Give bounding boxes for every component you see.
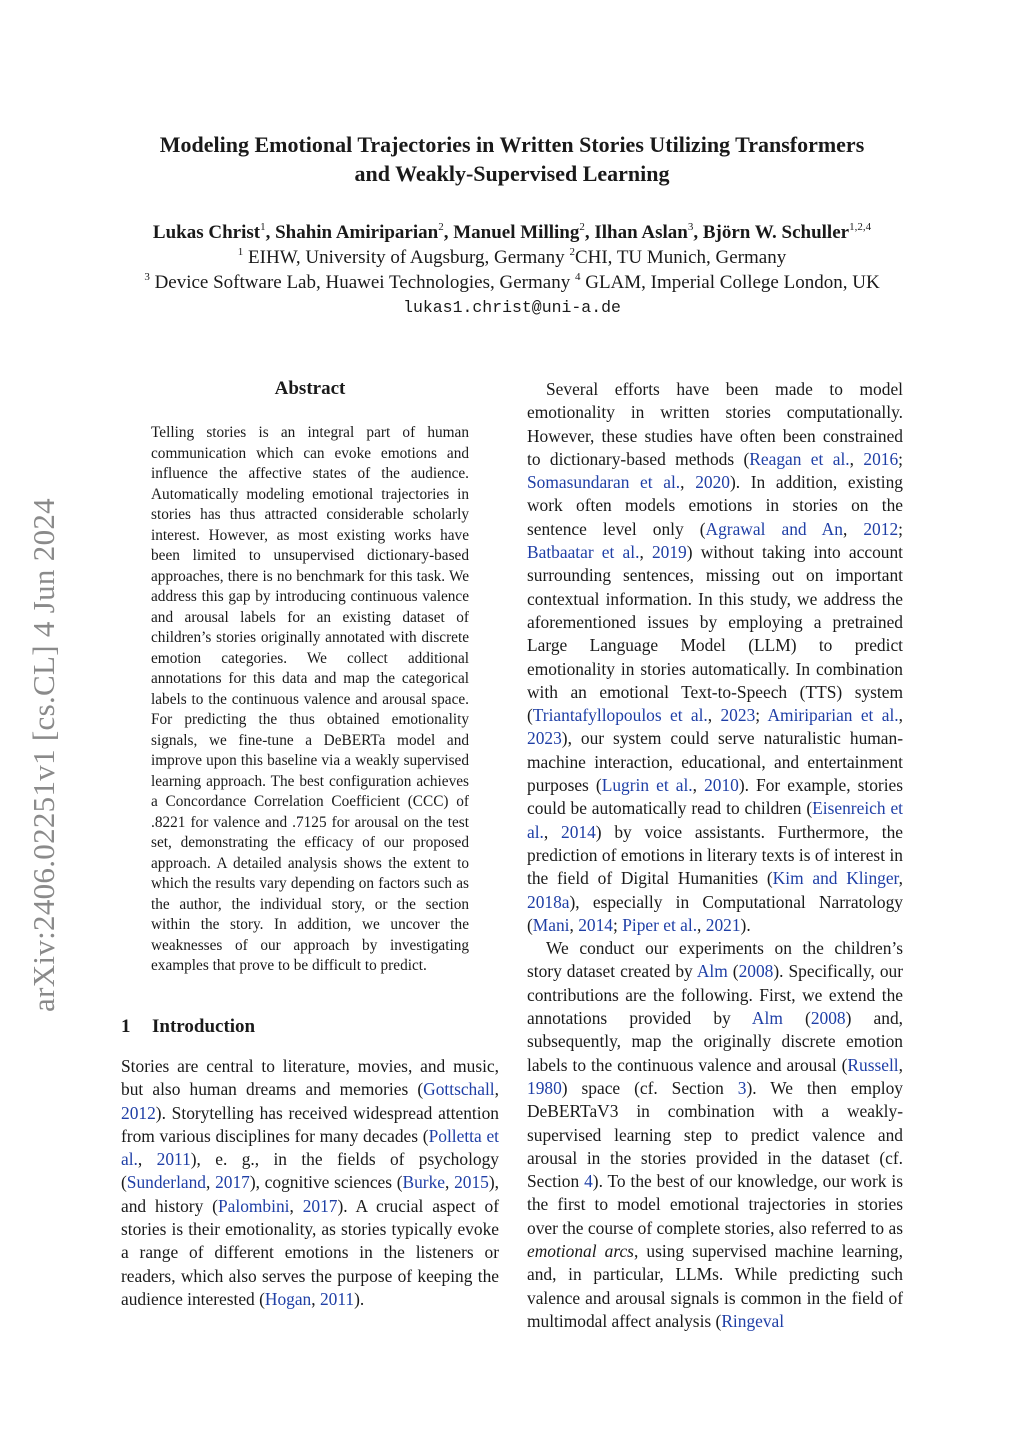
right-column [527, 378, 903, 1333]
affiliation-text: EIHW, University of Augsburg, Germany [248, 247, 565, 268]
citation-link[interactable]: Kim and Klinger [772, 868, 899, 889]
citation-link[interactable]: 2021 [705, 914, 741, 935]
citation-link[interactable]: Amiriparian et al. [767, 705, 899, 726]
citation-link[interactable]: Gottschall [423, 1079, 495, 1100]
author-affiliation-mark: 1,2,4 [849, 221, 872, 233]
citation-link[interactable]: 3 [737, 1077, 747, 1098]
citation-link[interactable]: Batbaatar et al. [527, 542, 640, 563]
citation-link[interactable]: 2008 [738, 961, 774, 982]
citation-link[interactable]: Sunderland [126, 1172, 207, 1193]
intro-paragraph: Several efforts have been made to model emotionality in written stories computationally. However, these studies have often been constrained to dictionary-based methods (Reagan et al., 2016; Somasundaran et al., 2020). In addition, existing work often models emotions in stories on the sentence level only (Agrawal and An, 2012; Batbaatar et al., 2019) without taking into account surrounding sentences, missing out on important contextual information. In this study, we address the aforementioned issues by employing a pretrained Large Language Model (LLM) to predict emotionality in stories automatically. In combination with an emotional Text-to-Speech (TTS) system (Triantafyllopoulos et al., 2023; Amiriparian et al., 2023), our system could serve naturalistic human-machine interaction, educational, and entertainment purposes (Lugrin et al., 2010). For example, stories could be automatically read to children (Eisenreich et al., 2014) by voice assistants. Furthermore, the prediction of emotions in literary texts is of interest in the field of Digital Humanities (Kim and Klinger, 2018a), especially in Computational Narratology (Mani, 2014; Piper et al., 2021). [527, 379, 904, 935]
author-affiliation-mark: 3 [687, 221, 694, 233]
author-name: Lukas Christ [152, 222, 261, 243]
author-affiliation-mark: 1 [260, 221, 266, 233]
citation-link[interactable]: 2012 [863, 518, 899, 539]
citation-link[interactable]: Mani [532, 914, 570, 935]
citation-link[interactable]: Alm [696, 961, 728, 982]
citation-link[interactable]: 2017 [215, 1172, 250, 1193]
citation-link[interactable]: 2011 [156, 1149, 191, 1170]
citation-link[interactable]: 2023 [527, 728, 562, 749]
arxiv-sidebar [22, 460, 67, 1050]
citation-link[interactable]: Eisenreich et al. [527, 798, 903, 842]
citation-link[interactable]: 2016 [863, 448, 899, 469]
abstract-text: Telling stories is an integral part of human communication which can evoke emotions and influence the affective states of the audience. Automatically modeling emotional trajectories in stories has thus attracted considerable scholarly interest. However, as most existing works have been limited to unsupervised dictionary-based approaches, there is no benchmark for this task. We address this gap by introducing continuous valence and arousal labels for an existing dataset of children’s stories originally annotated with discrete emotion categories. We collect additional annotations for this data and map the categorical labels to the continuous valence and arousal space. For predicting the thus obtained emotionality signals, we fine-tune a DeBERTa model and improve upon this baseline via a weakly supervised learning approach. The best configuration achieves a Concordance Correlation Coefficient (CCC) of .8221 for valence and .7125 for arousal on the test set, demonstrating the efficacy of our proposed approach. A detailed analysis shows the extent to which the results vary depending on factors such as the author, the individual story, or the section within the story. In addition, we uncover the weaknesses of our approach by investigating examples that prove to be difficult to predict. [151, 424, 469, 974]
paper-title [80, 130, 944, 188]
citation-link[interactable]: 2008 [810, 1008, 846, 1029]
author-block [60, 220, 964, 320]
citation-link[interactable]: 2020 [695, 472, 730, 493]
contact-email[interactable]: lukas1.christ@uni-a.de [403, 298, 621, 317]
author-name: Manuel Milling [453, 222, 580, 243]
citation-link[interactable]: 4 [584, 1171, 593, 1192]
abstract-heading: Abstract [274, 378, 346, 399]
abstract-body [151, 423, 469, 977]
citation-link[interactable]: Agrawal and An [705, 518, 843, 539]
citation-link[interactable]: Hogan [264, 1288, 312, 1309]
paper-title-line2: and Weakly-Supervised Learning [354, 161, 670, 186]
citation-link[interactable]: Palombini [217, 1195, 290, 1216]
citation-link[interactable]: Ringeval [721, 1310, 785, 1331]
citation-link[interactable]: Triantafyllopoulos et al. [532, 705, 708, 726]
affiliation-mark: 4 [574, 271, 581, 283]
citation-link[interactable]: 2018a [527, 891, 570, 912]
affiliation-text: GLAM, Imperial College London, UK [585, 272, 880, 293]
affiliation-mark: 1 [237, 246, 244, 258]
citation-link[interactable]: Somasundaran et al. [527, 472, 681, 493]
citation-link[interactable]: 2012 [121, 1102, 156, 1123]
citation-link[interactable]: Piper et al. [622, 914, 698, 935]
affiliation-line [60, 270, 964, 295]
citation-link[interactable]: 2014 [561, 821, 596, 842]
author-name: Shahin Amiriparian [275, 222, 439, 243]
author-name: Ilhan Aslan [594, 222, 688, 243]
citation-link[interactable]: Reagan et al. [749, 448, 850, 469]
paper-title-line1: Modeling Emotional Trajectories in Written Stories Utilizing Transformers [159, 132, 865, 157]
section-number: 1 [121, 1016, 131, 1037]
citation-link[interactable]: Russell [847, 1054, 899, 1075]
affiliation-mark: 3 [144, 271, 150, 283]
affiliation-line [60, 245, 964, 270]
intro-paragraph: Stories are central to literature, movies, and music, but also human dreams and memories (Gottschall, 2012). Storytelling has received widespread attention from various disciplines for many decades (Polletta et al., 2011), e. g., in the fields of psychology (Sunderland, 2017), cognitive sciences (Burke, 2015), and history (Palombini, 2017). A crucial aspect of stories is their emotionality, as stories typically evoke a range of different emotions in the listeners or readers, which also serves the purpose of keeping the audience interested (Hogan, 2011). [121, 1056, 500, 1309]
citation-link[interactable]: 2015 [454, 1172, 489, 1193]
citation-link[interactable]: 2014 [578, 914, 613, 935]
citation-link[interactable]: 2010 [704, 775, 739, 796]
author-list: Lukas Christ$^1$, Shahin Amiriparian$^2$, Manuel Milling$^2$, Ilhan Aslan$^3$, Björn W. Schuller$^{1,2,4}$ [152, 221, 872, 243]
citation-link[interactable]: 2017 [302, 1195, 338, 1216]
citation-link[interactable]: 2019 [651, 542, 687, 563]
author-affiliation-mark: 2 [438, 221, 444, 233]
emphasized-term: emotional arcs [527, 1240, 634, 1261]
citation-link[interactable]: 1980 [527, 1077, 562, 1098]
citation-link[interactable]: Alm [751, 1008, 783, 1029]
citation-link[interactable]: Polletta et al. [121, 1125, 500, 1170]
affiliation-mark: 2 [569, 246, 575, 258]
arxiv-identifier: arXiv:2406.02251v1 [cs.CL] 4 Jun 2024 [26, 498, 61, 1012]
citation-link[interactable]: 2023 [720, 705, 756, 726]
contributions-paragraph: We conduct our experiments on the children’s story dataset created by Alm (2008). Specifically, our contributions are the following. First, we extend the annotations provided by Alm (2008) and, subsequently, map the originally discrete emotion labels to the continuous valence and arousal (Russell, 1980) space (cf. Section 3). We then employ DeBERTaV3 in combination with a weakly-supervised learning step to predict valence and arousal in the stories provided in the dataset (cf. Section 4). To the best of our knowledge, our work is the first to model emotional trajectories in stories over the course of complete stories, also referred to as emotional arcs, using supervised machine learning, and, in particular, LLMs. While predicting such valence and arousal signals is common in the field of multimodal affect analysis (Ringeval [527, 938, 904, 1331]
section-title: Introduction [152, 1016, 256, 1037]
citation-link[interactable]: Lugrin et al. [601, 775, 693, 796]
section-heading-introduction [121, 1016, 255, 1038]
left-column [121, 1055, 499, 1311]
affiliation-text: Device Software Lab, Huawei Technologies, Germany [154, 272, 571, 293]
citation-link[interactable]: Burke [402, 1172, 446, 1193]
author-affiliation-mark: 2 [579, 221, 585, 233]
citation-link[interactable]: 2011 [319, 1288, 355, 1309]
author-name: Björn W. Schuller [702, 222, 850, 243]
affiliation-text: CHI, TU Munich, Germany [574, 247, 787, 268]
